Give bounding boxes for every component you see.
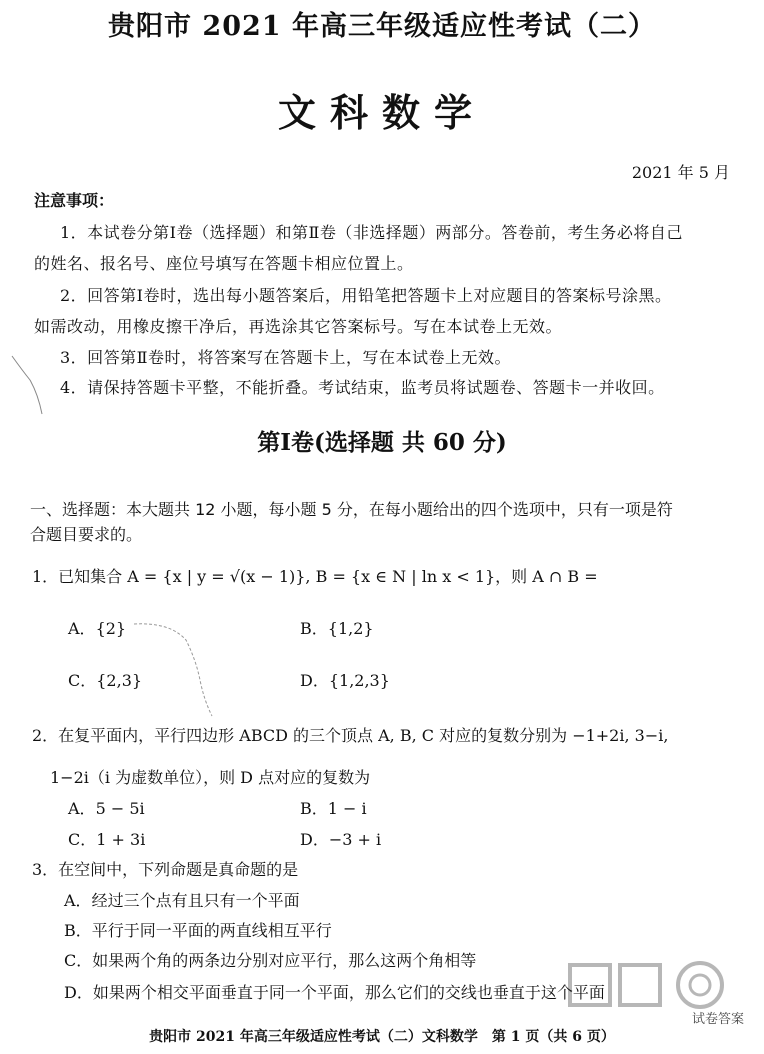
question-1-option-b: B．{1,2} [300,619,374,638]
section-heading: 第Ⅰ卷(选择题 共 60 分) [257,429,507,456]
notice-line: 1．本试卷分第Ⅰ卷（选择题）和第Ⅱ卷（非选择题）两部分。答卷前，考生务必将自己 [60,223,683,242]
question-3-option-b: B．平行于同一平面的两直线相互平行 [64,921,332,940]
question-3-option-d: D．如果两个相交平面垂直于同一个平面，那么它们的交线也垂直于这个平面 [64,983,605,1002]
question-1-option-d: D．{1,2,3} [300,671,390,690]
stray-pencil-mark [8,350,48,420]
exam-date: 2021 年 5 月 [631,163,730,182]
watermark-text: 试卷答案 [691,1012,744,1027]
part-intro-line: 合题目要求的。 [30,525,143,544]
notice-line: 如需改动，用橡皮擦干净后，再选涂其它答案标号。写在本试卷上无效。 [34,317,563,336]
page-footer: 贵阳市 2021 年高三年级适应性考试（二）文科数学 第 1 页（共 6 页） [149,1029,615,1045]
notice-line: 2．回答第Ⅰ卷时，选出每小题答案后，用铅笔把答题卡上对应题目的答案标号涂黑。 [60,286,672,305]
question-2-option-b: B．1 − i [300,799,367,818]
notice-line: 4．请保持答题卡平整，不能折叠。考试结束，监考员将试题卷、答题卡一并收回。 [60,378,665,397]
subject-title: 文科数学 [277,90,486,135]
stray-pencil-mark [130,620,220,720]
part-intro-line: 一、选择题：本大题共 12 小题，每小题 5 分，在每小题给出的四个选项中，只有一项是符 [30,500,673,519]
question-2-option-d: D．−3 + i [300,830,382,849]
question-2-stem-continued: 1−2i（i 为虚数单位），则 D 点对应的复数为 [50,768,371,787]
question-1-stem: 1．已知集合 A = {x | y = √(x − 1)}, B = {x ∈ N | ln x < 1}，则 A ∩ B = [32,567,598,586]
question-2-option-c: C．1 + 3i [68,830,146,849]
question-1-option-c: C．{2,3} [68,671,143,690]
exam-title: 贵阳市 2021 年高三年级适应性考试（二） [108,11,656,42]
question-2-option-a: A．5 − 5i [68,799,145,818]
question-1-option-a: A．{2} [68,619,127,638]
notice-heading: 注意事项： [34,191,115,210]
question-3-stem: 3．在空间中，下列命题是真命题的是 [32,860,299,879]
notice-line: 的姓名、报名号、座位号填写在答题卡相应位置上。 [34,254,414,273]
question-2-stem: 2．在复平面内，平行四边形 ABCD 的三个顶点 A, B, C 对应的复数分别为 −1+2i, 3−i, [32,726,669,745]
notice-line: 3．回答第Ⅱ卷时，将答案写在答题卡上，写在本试卷上无效。 [60,348,512,367]
question-3-option-a: A．经过三个点有且只有一个平面 [64,891,300,910]
question-3-option-c: C．如果两个角的两条边分别对应平行，那么这两个角相等 [64,951,477,970]
